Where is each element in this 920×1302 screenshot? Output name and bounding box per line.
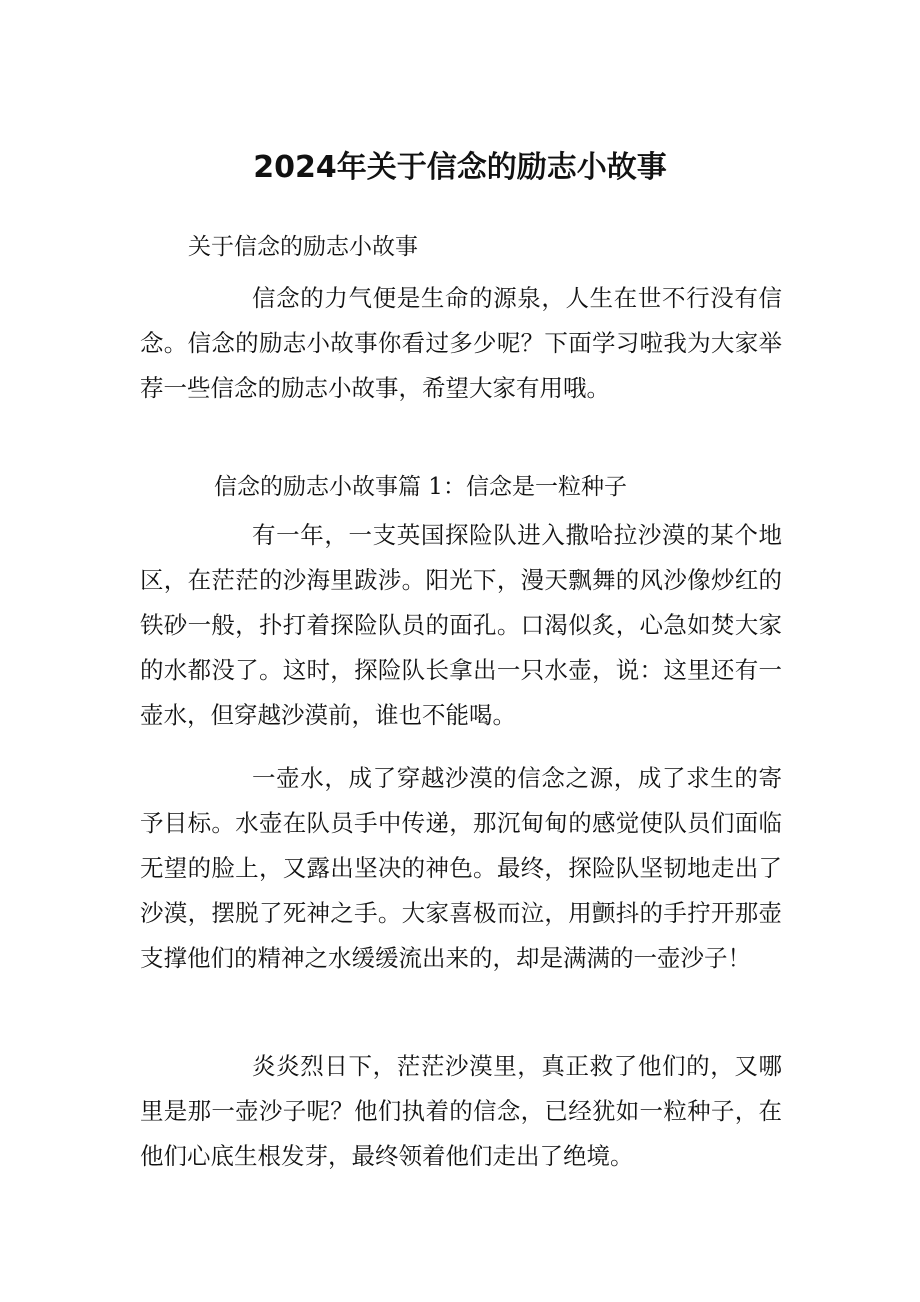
document-title: 2024年关于信念的励志小故事 [253,150,667,185]
story-paragraph-1: 有一年，一支英国探险队进入撒哈拉沙漠的某个地区，在茫茫的沙海里跋涉。阳光下，漫天飘舞的风沙像炒红的铁砂一般，扑打着探险队员的面孔。口渴似炙，心急如焚大家的水都没了。这时，探险队长拿出一只水壶，说：这里还有一壶水，但穿越沙漠前，谁也不能喝。 [140,521,782,729]
story-paragraph-2: 一壶水，成了穿越沙漠的信念之源，成了求生的寄予目标。水壶在队员手中传递，那沉甸甸的感觉使队员们面临无望的脸上，又露出坚决的神色。最终，探险队坚韧地走出了沙漠，摆脱了死神之手。大家喜极而泣，用颤抖的手拧开那壶支撑他们的精神之水缓缓流出来的，却是满满的一壶沙子！ [140,764,782,972]
document-subtitle: 关于信念的励志小故事 [188,234,418,260]
intro-paragraph: 信念的力气便是生命的源泉，人生在世不行没有信念。信念的励志小故事你看过多少呢？下面学习啦我为大家举荐一些信念的励志小故事，希望大家有用哦。 [140,284,782,402]
section-heading: 信念的励志小故事篇 1：信念是一粒种子 [214,474,627,500]
story-paragraph-3: 炎炎烈日下，茫茫沙漠里，真正救了他们的，又哪里是那一壶沙子呢？他们执着的信念，已经犹如一粒种子，在他们心底生根发芽，最终领着他们走出了绝境。 [140,1052,782,1170]
